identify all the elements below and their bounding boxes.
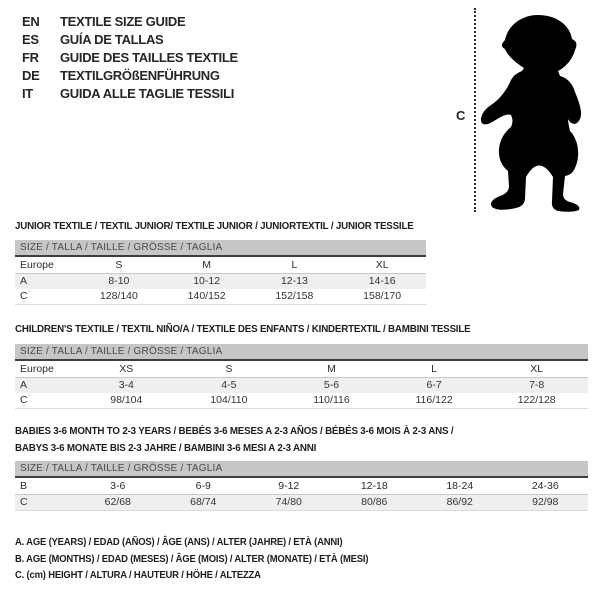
size-cell: 98/104 [110,394,143,406]
row-label: Europe [20,363,54,375]
row-label: C [20,394,28,406]
language-row [22,31,238,49]
language-code: ES [22,32,39,47]
language-row [22,67,238,85]
size-cell: 5-6 [323,379,340,391]
size-cell: 110/116 [313,394,350,406]
size-cell: 24-36 [531,480,559,492]
size-header-bar: SIZE / TALLA / TAILLE / GRÖSSE / TAGLIA [15,240,426,257]
size-cell: XL [530,363,544,375]
babies-table-title [15,423,453,457]
children-size-table [15,344,588,409]
size-row-europe [15,361,588,378]
legend [15,534,408,584]
language-code: DE [22,68,40,83]
size-cell: 6-7 [426,379,442,391]
size-row-c [15,393,588,408]
size-cell: 68/74 [190,496,217,508]
row-label: B [20,480,28,492]
height-label-c: C [456,108,466,123]
size-cell: 12-13 [280,275,308,287]
height-dashed-line [474,8,476,212]
size-cell: L [291,259,298,271]
size-cell: 158/170 [363,290,402,302]
row-label: A [20,275,28,287]
size-cell: 3-6 [110,480,126,492]
size-cell: XL [375,259,389,271]
size-cell: 14-16 [368,275,396,287]
language-title: TEXTILGRÖßENFÜHRUNG [60,68,220,83]
size-cell: L [431,363,437,375]
language-title: GUIDE DES TAILLES TEXTILE [60,50,238,65]
language-code: IT [22,86,33,101]
baby-silhouette-image [478,5,598,213]
language-row [22,85,238,103]
size-row-c [15,495,588,510]
size-cell: 152/158 [275,290,314,302]
size-cell: M [202,259,211,271]
language-row [22,13,238,31]
size-row-europe [15,257,426,274]
size-cell: 7-8 [529,379,545,391]
legend-line-c: C. (cm) HEIGHT / ALTURA / HAUTEUR / HÖHE / ALTEZZA [15,569,261,581]
size-cell: 92/98 [532,496,559,508]
size-cell: 10-12 [193,275,221,287]
size-cell: 12-18 [360,480,388,492]
junior-table-title [15,218,414,235]
language-title: GUIDA ALLE TAGLIE TESSILI [60,86,235,101]
size-cell: 62/68 [104,496,131,508]
size-cell: 3-4 [118,379,134,391]
size-cell: 128/140 [99,290,138,302]
legend-line-b: B. AGE (MONTHS) / EDAD (MESES) / ÂGE (MOIS) / ALTER (MONATE) / ETÀ (MESI) [15,552,369,565]
size-cell: 140/152 [187,290,226,302]
junior-size-table [15,240,426,305]
size-header-bar: SIZE / TALLA / TAILLE / GRÖSSE / TAGLIA [15,461,588,478]
size-cell: 122/128 [517,394,556,406]
language-title: TEXTILE SIZE GUIDE [60,14,186,29]
size-cell: 86/92 [446,496,473,508]
size-row-b [15,478,588,495]
row-label: C [20,290,28,302]
babies-table-title-line-1: BABIES 3-6 MONTH TO 2-3 YEARS / BEBÉS 3-6 MESES A 2-3 AÑOS / BÉBÉS 3-6 MOIS À 2-3 ANS / [15,425,454,437]
size-header-bar: SIZE / TALLA / TAILLE / GRÖSSE / TAGLIA [15,344,588,361]
size-cell: 8-10 [108,275,130,287]
babies-table-title-line-2: BABYS 3-6 MONATE BIS 2-3 JAHRE / BAMBINI 3-6 MESI A 2-3 ANNI [15,442,317,454]
size-cell: 18-24 [446,480,474,492]
language-row [22,49,238,67]
language-list [22,13,238,103]
size-row-a [15,274,426,289]
row-label: Europe [20,259,54,271]
size-cell: 6-9 [195,480,211,492]
row-label: C [20,496,28,508]
size-row-c [15,289,426,304]
size-cell: S [115,259,123,271]
children-table-title [15,321,470,338]
size-cell: XS [119,363,134,375]
size-cell: 104/110 [210,394,248,406]
size-cell: S [225,363,233,375]
size-cell: 116/122 [415,394,453,406]
children-table-title-line: CHILDREN'S TEXTILE / TEXTIL NIÑO/A / TEXTILE DES ENFANTS / KINDERTEXTIL / BAMBINI TESSILE [15,323,471,335]
junior-table-title-line: JUNIOR TEXTILE / TEXTIL JUNIOR/ TEXTILE JUNIOR / JUNIORTEXTIL / JUNIOR TESSILE [15,220,414,232]
size-cell: 4-5 [221,379,237,391]
babies-size-table [15,461,588,511]
size-cell: 80/86 [361,496,388,508]
legend-line-a: A. AGE (YEARS) / EDAD (AÑOS) / ÂGE (ANS) / ALTER (JAHRE) / ETÀ (ANNI) [15,536,343,548]
language-code: FR [22,50,39,65]
size-cell: 9-12 [278,480,300,492]
language-title: GUÍA DE TALLAS [60,32,164,47]
row-label: A [20,379,28,391]
size-row-a [15,378,588,393]
size-cell: 74/80 [275,496,302,508]
size-cell: M [327,363,336,375]
language-code: EN [22,14,40,29]
